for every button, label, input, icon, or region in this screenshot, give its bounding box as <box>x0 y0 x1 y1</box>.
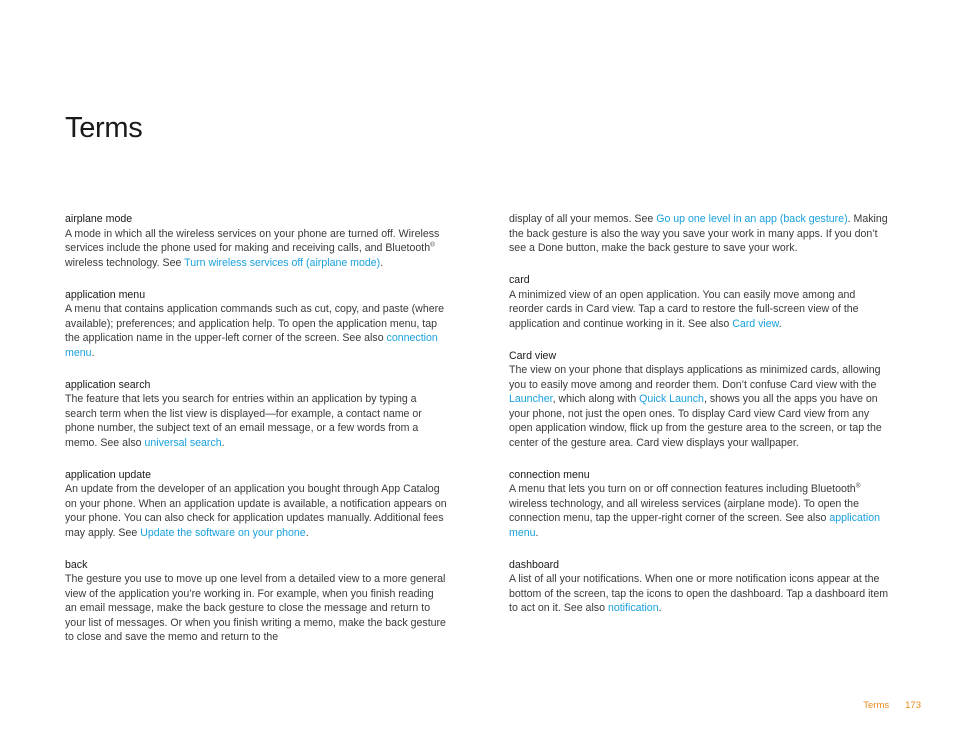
term-heading: card <box>509 274 530 286</box>
definition-text: A menu that contains application commands such as cut, copy, and paste (where available); preferences; and application help. To open the application menu, tap the application name in the upper-left corner of the screen. See also <box>65 303 445 344</box>
glossary-entry-application-menu <box>65 288 447 361</box>
registered-mark: ® <box>855 482 861 490</box>
definition-text: . <box>380 256 384 269</box>
glossary-entry-back <box>65 558 447 645</box>
glossary-entry-card-view <box>509 349 891 451</box>
term-heading: connection menu <box>509 468 590 481</box>
definition-text: A mode in which all the wireless services on your phone are turned off. Wireless services include the phone used for making and receiving calls, and Bluetooth <box>65 227 440 254</box>
definition-text: , which along with <box>552 393 640 405</box>
definition-text: An update from the developer of an application you bought through App Catalog on your phone. When an application update is available, a notification appears on your phone. You can also check for application updates manually. Additional fees may apply. See <box>65 483 447 539</box>
term-definition <box>509 288 891 332</box>
definition-text: . <box>91 346 95 359</box>
definition-text: . Making the back gesture is also the way you save your work in many apps. If you don’t see a Done button, make the back gesture to save your work. <box>509 213 888 254</box>
term-definition <box>65 392 447 450</box>
term-heading: application search <box>65 378 151 391</box>
term-definition <box>509 212 891 256</box>
link-update-software[interactable]: Update the software on your phone <box>140 526 306 539</box>
definition-text: , shows you all the apps you have on your phone, not just the open ones. To display Card view Card view from any open application window, flick up from the gesture area to the screen, or tap the center of the gesture area. Card view displays your wallpaper. <box>509 393 882 449</box>
definition-text: The feature that lets you search for entries within an application by typing a search term when the list view is displayed—for example, a contact name or phone number, the subject text of an email message, or a few words from a memo. See also <box>65 393 422 449</box>
definition-text: A menu that lets you turn on or off connection features including Bluetooth <box>509 483 856 495</box>
glossary-entry-back-continued <box>509 212 891 256</box>
definition-text: A list of all your notifications. When one or more notification icons appear at the bottom of the screen, tap the icons to open the dashboard. Tap a dashboard item to act on it. See also <box>509 573 889 614</box>
definition-text: display of all your memos. See <box>509 213 657 225</box>
glossary-entry-application-search <box>65 378 447 451</box>
left-column <box>65 212 447 662</box>
link-connection-menu[interactable]: connection menu <box>65 332 438 359</box>
definition-text: . <box>778 317 782 330</box>
glossary-entry-airplane-mode <box>65 212 447 270</box>
page-title: Terms <box>65 112 143 144</box>
term-heading: airplane mode <box>65 213 133 225</box>
definition-text: wireless technology, and all wireless services (airplane mode). To open the connection menu, tap the upper-right corner of the screen. See also <box>509 497 859 524</box>
term-heading: Card view <box>509 349 557 362</box>
definition-text: . <box>658 602 662 614</box>
term-definition <box>509 572 891 616</box>
term-definition: The gesture you use to move up one level from a detailed view to a more general view of the application you’re working in. For example, when you finish reading an email message, make the back gesture to close the message and return to your list of messages. Or when you finish writing a memo, make the back gesture to close and save the memo and return to the <box>65 573 446 643</box>
term-heading: back <box>65 558 88 571</box>
definition-text: . <box>535 526 539 539</box>
right-column <box>509 212 891 633</box>
term-heading: application update <box>65 468 151 481</box>
link-quick-launch[interactable]: Quick Launch <box>639 393 704 405</box>
definition-text: . <box>305 526 309 539</box>
definition-text: A minimized view of an open application. You can easily move among and reorder cards in Card view. Tap a card to restore the full-screen view of the application and continue working in it. See also <box>509 288 859 330</box>
link-application-menu[interactable]: application menu <box>509 512 881 539</box>
link-launcher[interactable]: Launcher <box>509 393 553 405</box>
link-notification[interactable]: notification <box>607 602 659 614</box>
glossary-entry-dashboard <box>509 558 891 616</box>
glossary-entry-application-update <box>65 468 447 541</box>
page-number: 173 <box>905 700 921 711</box>
registered-mark: ® <box>430 241 435 249</box>
term-definition <box>509 482 891 540</box>
glossary-entry-card <box>509 273 891 331</box>
term-definition <box>509 363 891 450</box>
term-definition <box>65 227 447 271</box>
term-heading: application menu <box>65 288 146 301</box>
link-card-view[interactable]: Card view <box>732 317 779 330</box>
page-footer <box>847 700 921 711</box>
definition-text: wireless technology. See <box>65 256 185 269</box>
link-turn-wireless-services-off[interactable]: Turn wireless services off (airplane mode) <box>184 256 381 269</box>
term-definition <box>65 302 447 360</box>
glossary-entry-connection-menu <box>509 468 891 541</box>
definition-text: The view on your phone that displays applications as minimized cards, allowing you to easily move among and reorder them. Don’t confuse Card view with the <box>509 364 881 391</box>
link-back-gesture[interactable]: Go up one level in an app (back gesture) <box>656 213 848 225</box>
footer-section-name: Terms <box>863 700 890 711</box>
link-universal-search[interactable]: universal search <box>144 436 222 449</box>
definition-text: . <box>221 436 225 449</box>
term-heading: dashboard <box>509 558 560 571</box>
term-definition <box>65 482 447 540</box>
